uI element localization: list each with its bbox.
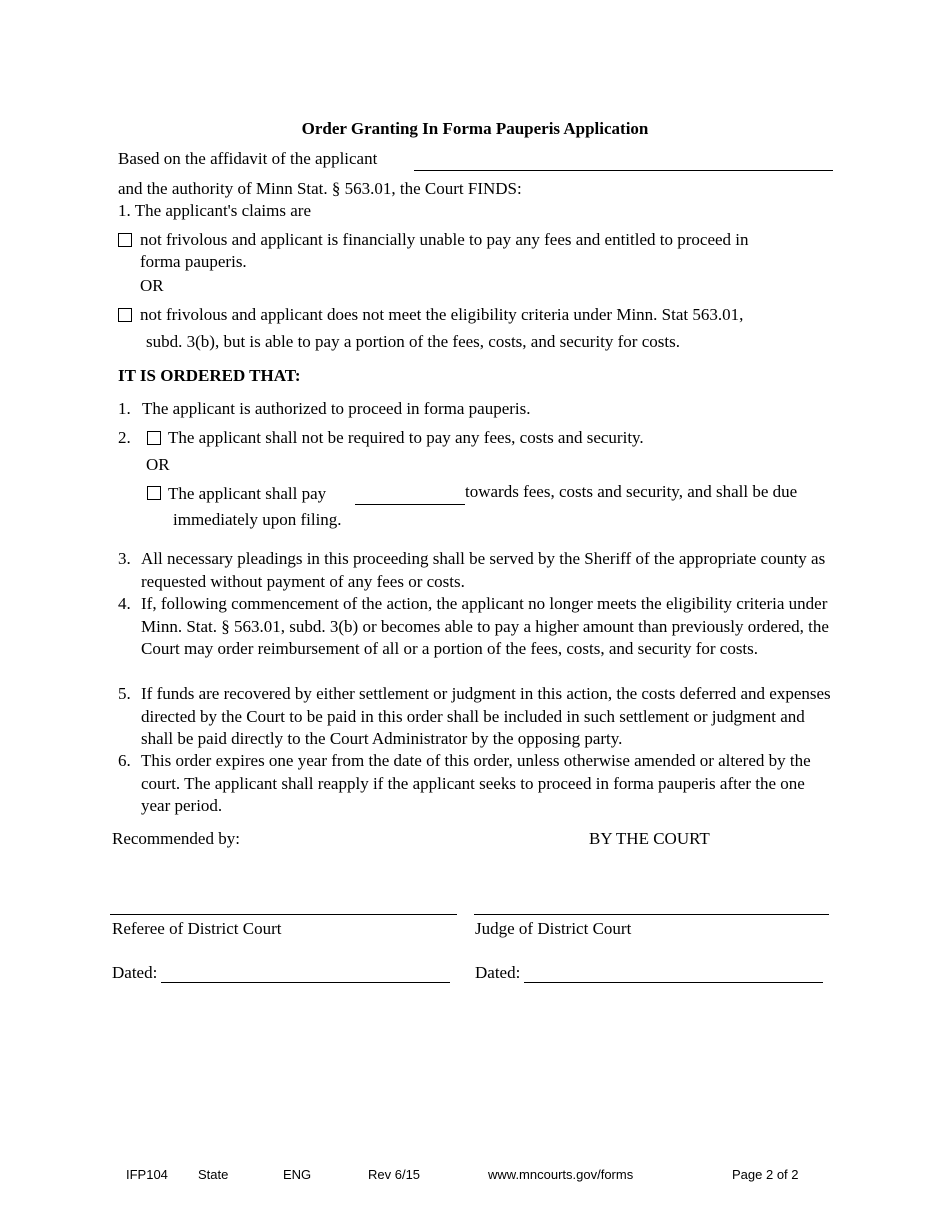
footer-revision: Rev 6/15 bbox=[368, 1167, 421, 1182]
finding-option-a-line-2: forma pauperis. bbox=[140, 252, 247, 271]
finding-option-a-line-1: not frivolous and applicant is financially unable to pay any fees and entitled to proceed in bbox=[140, 230, 749, 249]
referee-signature-line[interactable] bbox=[110, 914, 457, 915]
findings-heading: 1. The applicant's claims are bbox=[118, 201, 311, 220]
ordered-heading: IT IS ORDERED THAT: bbox=[118, 366, 301, 385]
recommended-by-label: Recommended by: bbox=[112, 829, 240, 848]
order-item-2-option-a-checkbox[interactable] bbox=[147, 431, 161, 445]
payment-amount-field[interactable] bbox=[355, 504, 465, 505]
order-item-1-text: The applicant is authorized to proceed in forma pauperis. bbox=[142, 399, 531, 418]
order-item-2-option-b-checkbox[interactable] bbox=[147, 486, 161, 500]
referee-dated-label: Dated: bbox=[112, 963, 158, 982]
order-item-4-number: 4. bbox=[118, 594, 131, 613]
order-item-2-or-label: OR bbox=[146, 455, 170, 474]
footer-form-id: IFP104 bbox=[126, 1167, 168, 1182]
order-item-2-option-b-pre: The applicant shall pay bbox=[168, 484, 327, 503]
finding-option-a-checkbox[interactable] bbox=[118, 233, 132, 247]
judge-label: Judge of District Court bbox=[475, 919, 632, 938]
finding-or-label: OR bbox=[140, 276, 164, 295]
page-title: Order Granting In Forma Pauperis Application bbox=[301, 119, 649, 138]
order-item-1-number: 1. bbox=[118, 399, 131, 418]
order-item-3-text: All necessary pleadings in this proceeding shall be served by the Sheriff of the appropriate county as requested without payment of any fees or costs. bbox=[141, 549, 826, 591]
by-the-court-label: BY THE COURT bbox=[589, 829, 710, 848]
footer-jurisdiction: State bbox=[198, 1167, 229, 1182]
finding-option-b-line-2: subd. 3(b), but is able to pay a portion of the fees, costs, and security for costs. bbox=[146, 332, 680, 351]
referee-label: Referee of District Court bbox=[112, 919, 282, 938]
finding-option-b-checkbox[interactable] bbox=[118, 308, 132, 322]
order-item-3-number: 3. bbox=[118, 549, 131, 568]
judge-date-field[interactable] bbox=[524, 982, 823, 983]
intro-line-1: Based on the affidavit of the applicant bbox=[118, 149, 378, 168]
footer-page-number: Page 2 of 2 bbox=[732, 1167, 799, 1182]
order-item-5-text: If funds are recovered by either settlement or judgment in this action, the costs deferred and expenses directed by the Court to be paid in this order shall be included in such settlement or judgment and shall be paid directly to the Court Administrator by the opposing party. bbox=[141, 684, 831, 748]
order-item-2-option-b-post: towards fees, costs and security, and shall be due bbox=[465, 482, 798, 501]
order-item-5-number: 5. bbox=[118, 684, 131, 703]
order-item-6-number: 6. bbox=[118, 751, 131, 770]
finding-option-b-line-1: not frivolous and applicant does not meet the eligibility criteria under Minn. Stat 563.01, bbox=[140, 305, 744, 324]
applicant-name-field[interactable] bbox=[414, 170, 833, 171]
intro-line-2: and the authority of Minn Stat. § 563.01, the Court FINDS: bbox=[118, 179, 522, 198]
judge-dated-label: Dated: bbox=[475, 963, 521, 982]
footer-url: www.mncourts.gov/forms bbox=[488, 1167, 634, 1182]
order-item-2-option-b-line-2: immediately upon filing. bbox=[173, 510, 342, 529]
footer-language: ENG bbox=[283, 1167, 312, 1182]
referee-date-field[interactable] bbox=[161, 982, 450, 983]
order-item-4-text: If, following commencement of the action, the applicant no longer meets the eligibility criteria under Minn. Stat. § 563.01, subd. 3(b) or becomes able to pay a higher amount than previously ordered, the Court may order reimbursement of all or a portion of the fees, costs, and security for costs. bbox=[141, 594, 829, 658]
order-item-2-option-a-text: The applicant shall not be required to pay any fees, costs and security. bbox=[168, 428, 644, 447]
order-item-2-number: 2. bbox=[118, 428, 131, 447]
judge-signature-line[interactable] bbox=[474, 914, 829, 915]
order-item-6-text: This order expires one year from the date of this order, unless otherwise amended or altered by the court. The applicant shall reapply if the applicant seeks to proceed in forma pauperis after the one year period. bbox=[141, 751, 811, 815]
